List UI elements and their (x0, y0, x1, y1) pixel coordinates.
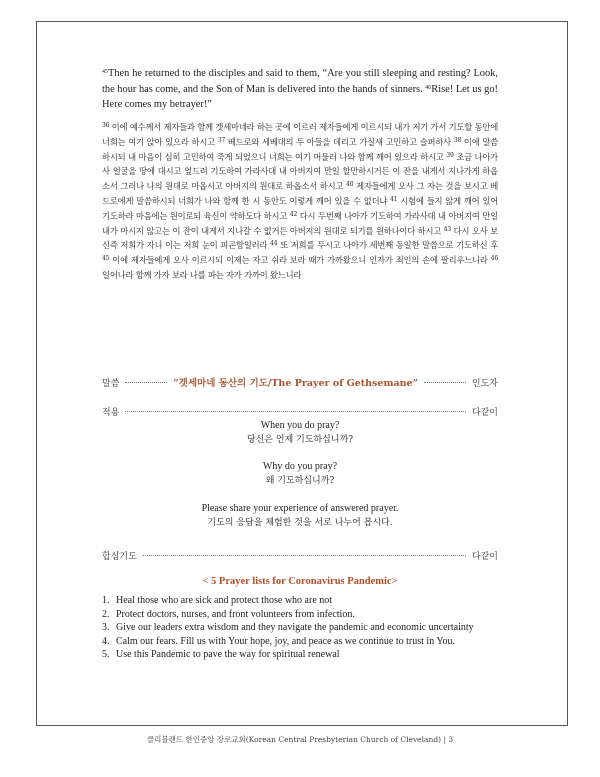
verse-number: 45 (102, 69, 108, 75)
question-3 (102, 502, 498, 530)
application-label: 적용 (102, 407, 120, 418)
english-passage (102, 66, 498, 113)
verse-text: 또 저희를 두시고 나아가 세번째 동일한 말씀으로 기도하신 후 (280, 240, 499, 251)
verse-text: 이에 제자들에게 오사 이르시되 이제는 자고 쉬라 보라 때가 가까왔으니 인자가 죄인의 손에 팔리우느니라 (112, 255, 488, 266)
question-en: Why do you pray? (262, 461, 338, 472)
verse-number: 46 (490, 255, 498, 263)
question-ko: 기도의 응답을 체험한 것을 서로 나누어 봅시다. (207, 518, 393, 528)
item-text: Calm our fears. Fill us with Your hope, joy, and peace as we continue to trust in You. (116, 635, 456, 647)
sermon-title: “겟세마네 동산의 기도/The Prayer of Gethsemane” (173, 378, 419, 389)
dotted-leader (424, 382, 466, 383)
sermon-row (102, 374, 498, 390)
question-ko: 당신은 언제 기도하십니까? (246, 435, 354, 445)
application-row (102, 403, 498, 419)
item-text: Use this Pandemic to pave the way for spiritual renewal (116, 649, 340, 661)
list-item (102, 648, 498, 662)
verse-text: 시험에 들지 않게 깨어 있어 기도하라 마음에는 원이로되 육신이 약하도다 하시고 (102, 195, 499, 221)
dotted-leader (125, 382, 167, 383)
korean-passage (102, 120, 498, 283)
verse-number: 42 (289, 210, 298, 218)
verse-number: 45 (102, 255, 110, 263)
verse-number: 44 (270, 240, 278, 248)
unison-prayer-row (102, 547, 498, 563)
verse-text: 다시 오사 보신즉 저희가 자니 이는 저희 눈이 피곤함일러라 (102, 225, 498, 251)
verse-number: 36 (102, 122, 110, 129)
sermon-label: 말씀 (102, 378, 120, 389)
church-name: 클리블랜드 한인중앙 장로교회(Korean Central Presbyterian Church of Cleveland) (146, 735, 442, 744)
item-number: 4. (102, 635, 110, 647)
verse-text: 베드로와 세베대의 두 아들을 데리고 가실새 고민하고 슬퍼하사 (227, 136, 451, 147)
item-number: 2. (102, 608, 110, 620)
question-ko: 왜 기도하십니까? (265, 476, 335, 486)
verse-number: 38 (453, 136, 462, 144)
verse-text: 이에 말씀하시되 내 마음이 심히 고민하여 죽게 되었으니 너희는 여기 머물러 나와 함께 깨어 있으라 하시고 (102, 136, 499, 162)
list-item (102, 594, 498, 608)
list-item (102, 621, 498, 635)
verse-number: 37 (217, 136, 226, 144)
dotted-leader (125, 411, 466, 412)
verse-text: Then he returned to the disciples and said to them, “Are you still sleeping and resting? Look, the hour has come, and the Son of Man is delivered into the hands of sinners. (102, 68, 498, 95)
item-text: Heal those who are sick and protect those who are not (116, 595, 333, 606)
verse-text: 일어나라 함께 가자 보라 나를 파는 자가 가까이 왔느니라 (102, 269, 302, 280)
verse-text: 제자들에게 오사 그 자는 것을 보시고 베드로에게 말씀하시되 너희가 나와 함께 한 시 동안도 이렇게 깨어 있을 수 없더냐 (102, 181, 499, 206)
prayer-list (102, 594, 498, 662)
verse-number: 46 (425, 84, 432, 91)
item-number: 1. (102, 595, 110, 606)
application-together-label: 다같이 (471, 407, 498, 418)
verse-text: 다시 두번째 나아가 기도하여 가라사대 내 아버지여 만일 내가 마시지 않고는 이 잔이 내게서 지나갈 수 없거든 아버지의 원대로 되기를 원하나이다 하시고 (102, 210, 499, 236)
verse-text: 조금 나아가사 얼굴을 땅에 대시고 엎드려 기도하여 가라사대 내 아버지여 만일 할만하시거든 이 잔을 내게서 지나가게 하옵소서 그러나 나의 원대로 마옵시고 아버지의 원대로 하옵소서 하시고 (102, 151, 498, 192)
verse-number: 40 (346, 181, 354, 189)
verse-text: 이에 예수께서 제자들과 함께 겟세마네라 하는 곳에 이르러 제자들에게 이르시되 내가 저기 가서 기도할 동안에 너희는 여기 앉아 있으라 하시고 (102, 122, 499, 147)
verse-number: 41 (390, 195, 398, 203)
page-number: 3 (448, 735, 454, 744)
dotted-leader (143, 555, 466, 556)
unison-together-label: 다같이 (471, 551, 498, 562)
verse-number: 43 (443, 225, 451, 233)
sermon-leader-label: 인도자 (471, 378, 498, 389)
list-item (102, 608, 498, 622)
page-footer (0, 734, 600, 745)
question-en: Please share your experience of answered prayer. (201, 503, 399, 514)
item-number: 3. (102, 622, 110, 634)
footer-separator: | (443, 735, 449, 744)
prayer-list-title: < 5 Prayer lists for Coronavirus Pandemic> (202, 576, 398, 587)
verse-number: 39 (446, 151, 454, 159)
item-text: Protect doctors, nurses, and front volunteers from infection. (116, 608, 355, 620)
question-1 (102, 419, 498, 447)
item-text: Give our leaders extra wisdom and they navigate the pandemic and economic uncertainty (116, 622, 474, 634)
unison-prayer-label: 합심기도 (102, 551, 137, 562)
item-number: 5. (102, 649, 110, 661)
list-item (102, 635, 498, 649)
verse-text: Rise! Let us go! Here comes my betrayer!” (102, 83, 498, 111)
question-2 (102, 460, 498, 488)
question-en: When you do pray? (260, 420, 340, 431)
